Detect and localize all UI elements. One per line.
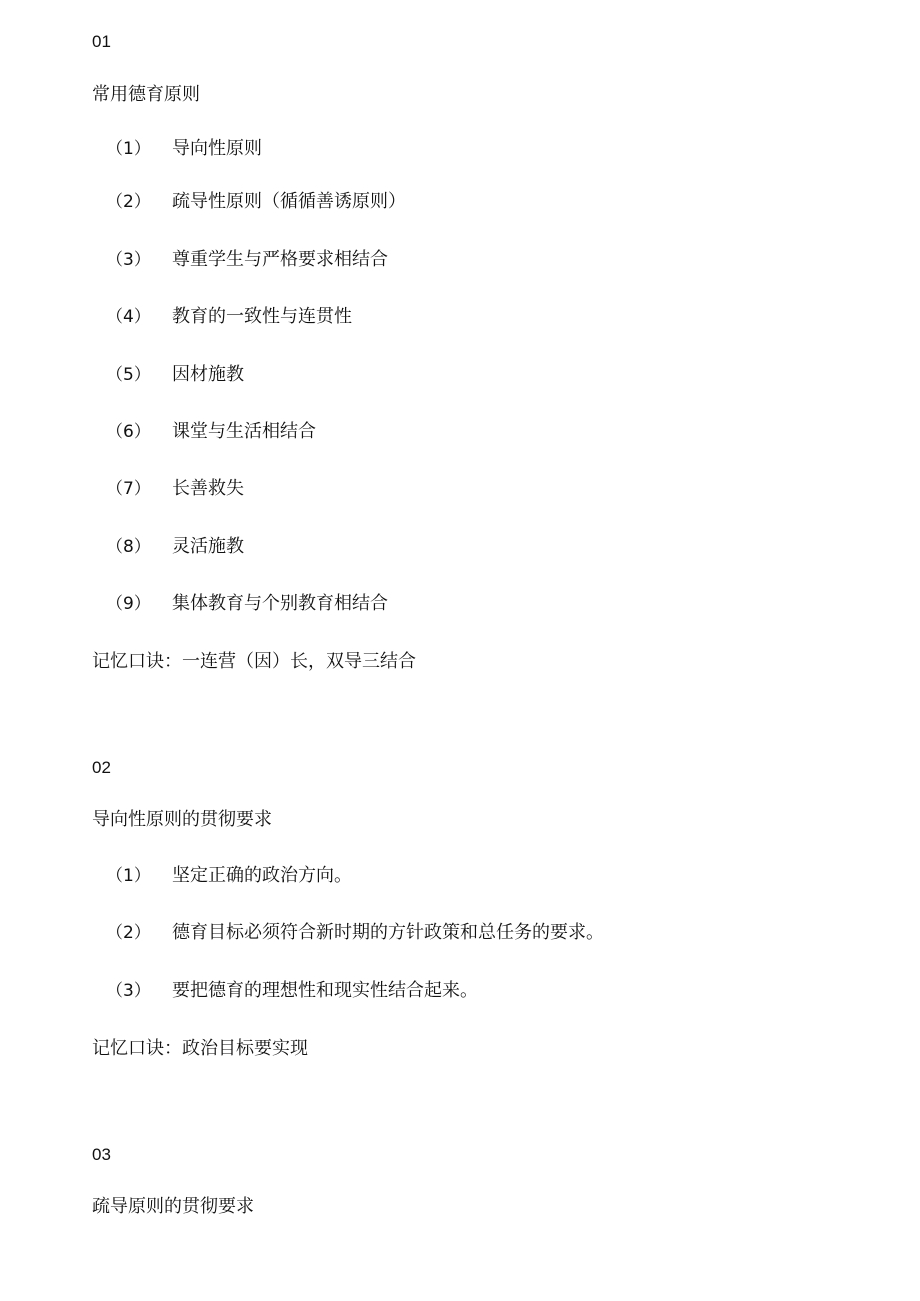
list-item-index: （7） [106,479,151,499]
list-item-index: （3） [106,981,151,1001]
list-item-index: （9） [106,594,151,614]
list-item-text: 要把德育的理想性和现实性结合起来。 [172,980,478,1001]
mnemonic: 记忆口诀：政治目标要实现 [92,1038,308,1059]
mnemonic: 记忆口诀：一连营（因）长，双导三结合 [92,651,416,672]
list-item-text: 因材施教 [172,364,244,385]
section-number: 01 [92,32,111,51]
list-item-text: 长善救失 [172,478,244,499]
list-item-index: （2） [106,192,151,212]
list-item-text: 导向性原则 [172,138,262,159]
section-heading: 导向性原则的贯彻要求 [92,809,272,830]
list-item-text: 坚定正确的政治方向。 [172,865,352,886]
list-item-text: 教育的一致性与连贯性 [172,306,352,327]
list-item-index: （1） [106,139,151,159]
list-item-index: （2） [106,923,151,943]
list-item-index: （3） [106,250,151,270]
list-item-text: 疏导性原则（循循善诱原则） [172,191,406,212]
list-item-index: （8） [106,537,151,557]
list-item-text: 尊重学生与严格要求相结合 [172,249,388,270]
list-item-text: 灵活施教 [172,536,244,557]
list-item-index: （6） [106,422,151,442]
list-item-text: 课堂与生活相结合 [172,421,316,442]
section-heading: 常用德育原则 [92,84,200,105]
section-number: 03 [92,1145,111,1164]
list-item-index: （1） [106,866,151,886]
list-item-index: （4） [106,307,151,327]
section-number: 02 [92,758,111,777]
section-heading: 疏导原则的贯彻要求 [92,1196,254,1217]
list-item-text: 集体教育与个别教育相结合 [172,593,388,614]
list-item-text: 德育目标必须符合新时期的方针政策和总任务的要求。 [172,922,604,943]
list-item-index: （5） [106,365,151,385]
